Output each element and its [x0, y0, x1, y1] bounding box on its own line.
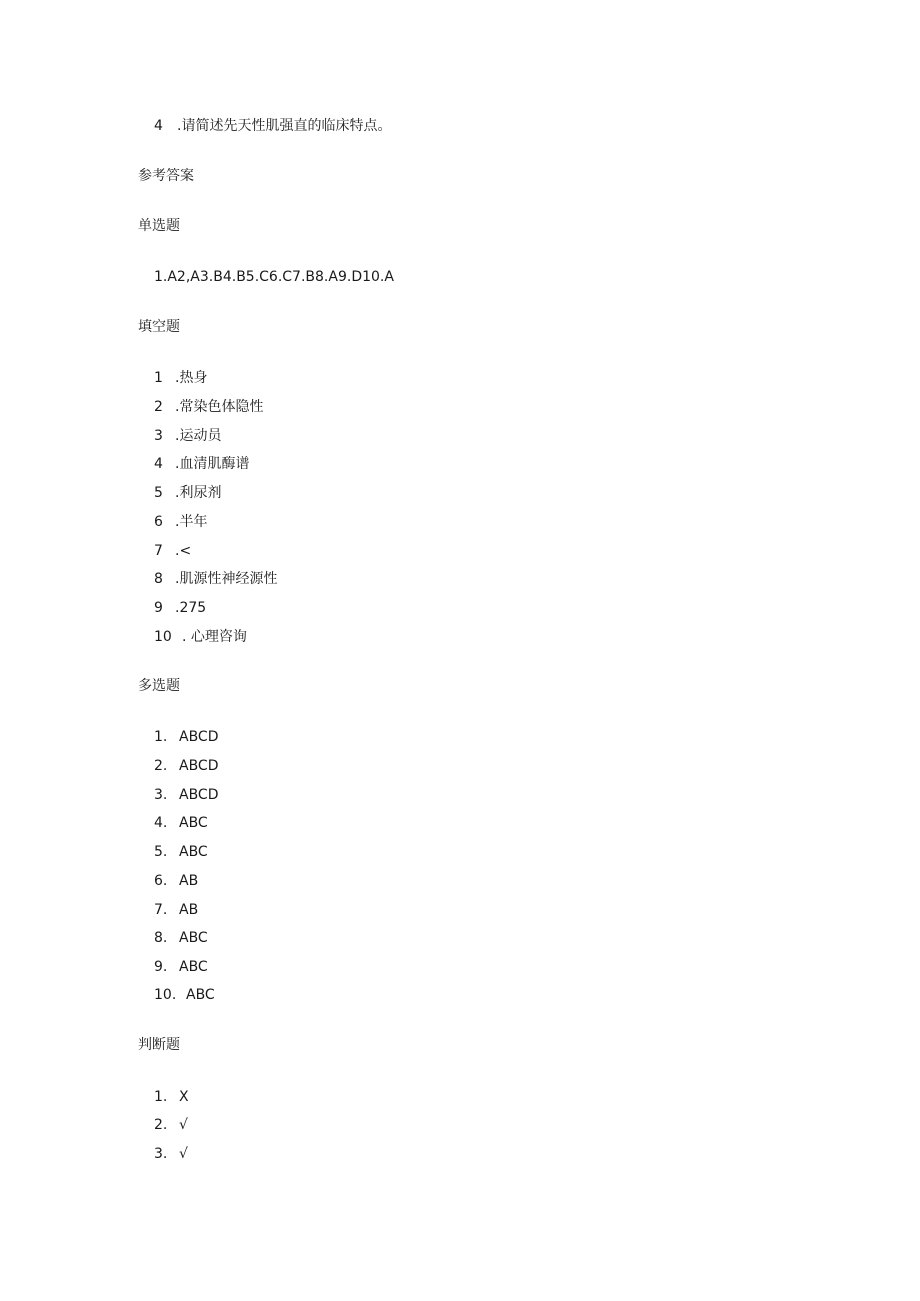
item-text: ABC — [179, 815, 208, 831]
item-text: ABC — [179, 930, 208, 946]
item-number: 4. — [154, 815, 168, 831]
question-number: 4 — [154, 118, 163, 134]
item-text: .半年 — [175, 514, 208, 530]
item-text: .< — [175, 543, 192, 559]
multi-choice-title: 多选题 — [138, 678, 180, 694]
item-number: 10. — [154, 987, 177, 1003]
item-text: .热身 — [175, 370, 208, 386]
item-text: AB — [179, 873, 199, 889]
item-number: 2. — [154, 1117, 168, 1133]
item-number: 2 — [154, 399, 163, 415]
item-number: 2. — [154, 758, 168, 774]
item-text: .常染色体隐性 — [175, 399, 264, 415]
item-text: . 心理咨询 — [182, 629, 247, 645]
question-text: .请简述先天性肌强直的临床特点。 — [177, 118, 392, 134]
true-false-title: 判断题 — [138, 1037, 180, 1053]
item-text: ABC — [186, 987, 215, 1003]
item-text: ABCD — [179, 758, 219, 774]
item-number: 8 — [154, 571, 163, 587]
item-number: 5 — [154, 485, 163, 501]
item-text: .运动员 — [175, 428, 222, 444]
answers-title: 参考答案 — [138, 168, 194, 184]
item-text: .利尿剂 — [175, 485, 222, 501]
item-number: 7. — [154, 902, 168, 918]
item-text: .275 — [175, 600, 207, 616]
item-text: √ — [179, 1117, 188, 1133]
item-number: 1. — [154, 729, 168, 745]
item-number: 9. — [154, 959, 168, 975]
item-number: 10 — [154, 629, 172, 645]
item-text: X — [179, 1089, 189, 1105]
item-text: ABC — [179, 959, 208, 975]
item-text: ABCD — [179, 787, 219, 803]
item-text: .血清肌酶谱 — [175, 456, 250, 472]
item-number: 7 — [154, 543, 163, 559]
item-text: ABCD — [179, 729, 219, 745]
item-text: ABC — [179, 844, 208, 860]
item-number: 4 — [154, 456, 163, 472]
fill-blank-title: 填空题 — [138, 319, 180, 335]
item-number: 9 — [154, 600, 163, 616]
item-number: 6 — [154, 514, 163, 530]
single-choice-title: 单选题 — [138, 218, 180, 234]
item-text: .肌源性神经源性 — [175, 571, 278, 587]
item-number: 1 — [154, 370, 163, 386]
item-number: 5. — [154, 844, 168, 860]
item-number: 6. — [154, 873, 168, 889]
item-text: √ — [179, 1146, 188, 1162]
item-text: AB — [179, 902, 199, 918]
item-number: 3 — [154, 428, 163, 444]
item-number: 8. — [154, 930, 168, 946]
single-choice-answers: 1.A2,A3.B4.B5.C6.C7.B8.A9.D10.A — [154, 269, 394, 285]
item-number: 3. — [154, 1146, 168, 1162]
item-number: 1. — [154, 1089, 168, 1105]
item-number: 3. — [154, 787, 168, 803]
